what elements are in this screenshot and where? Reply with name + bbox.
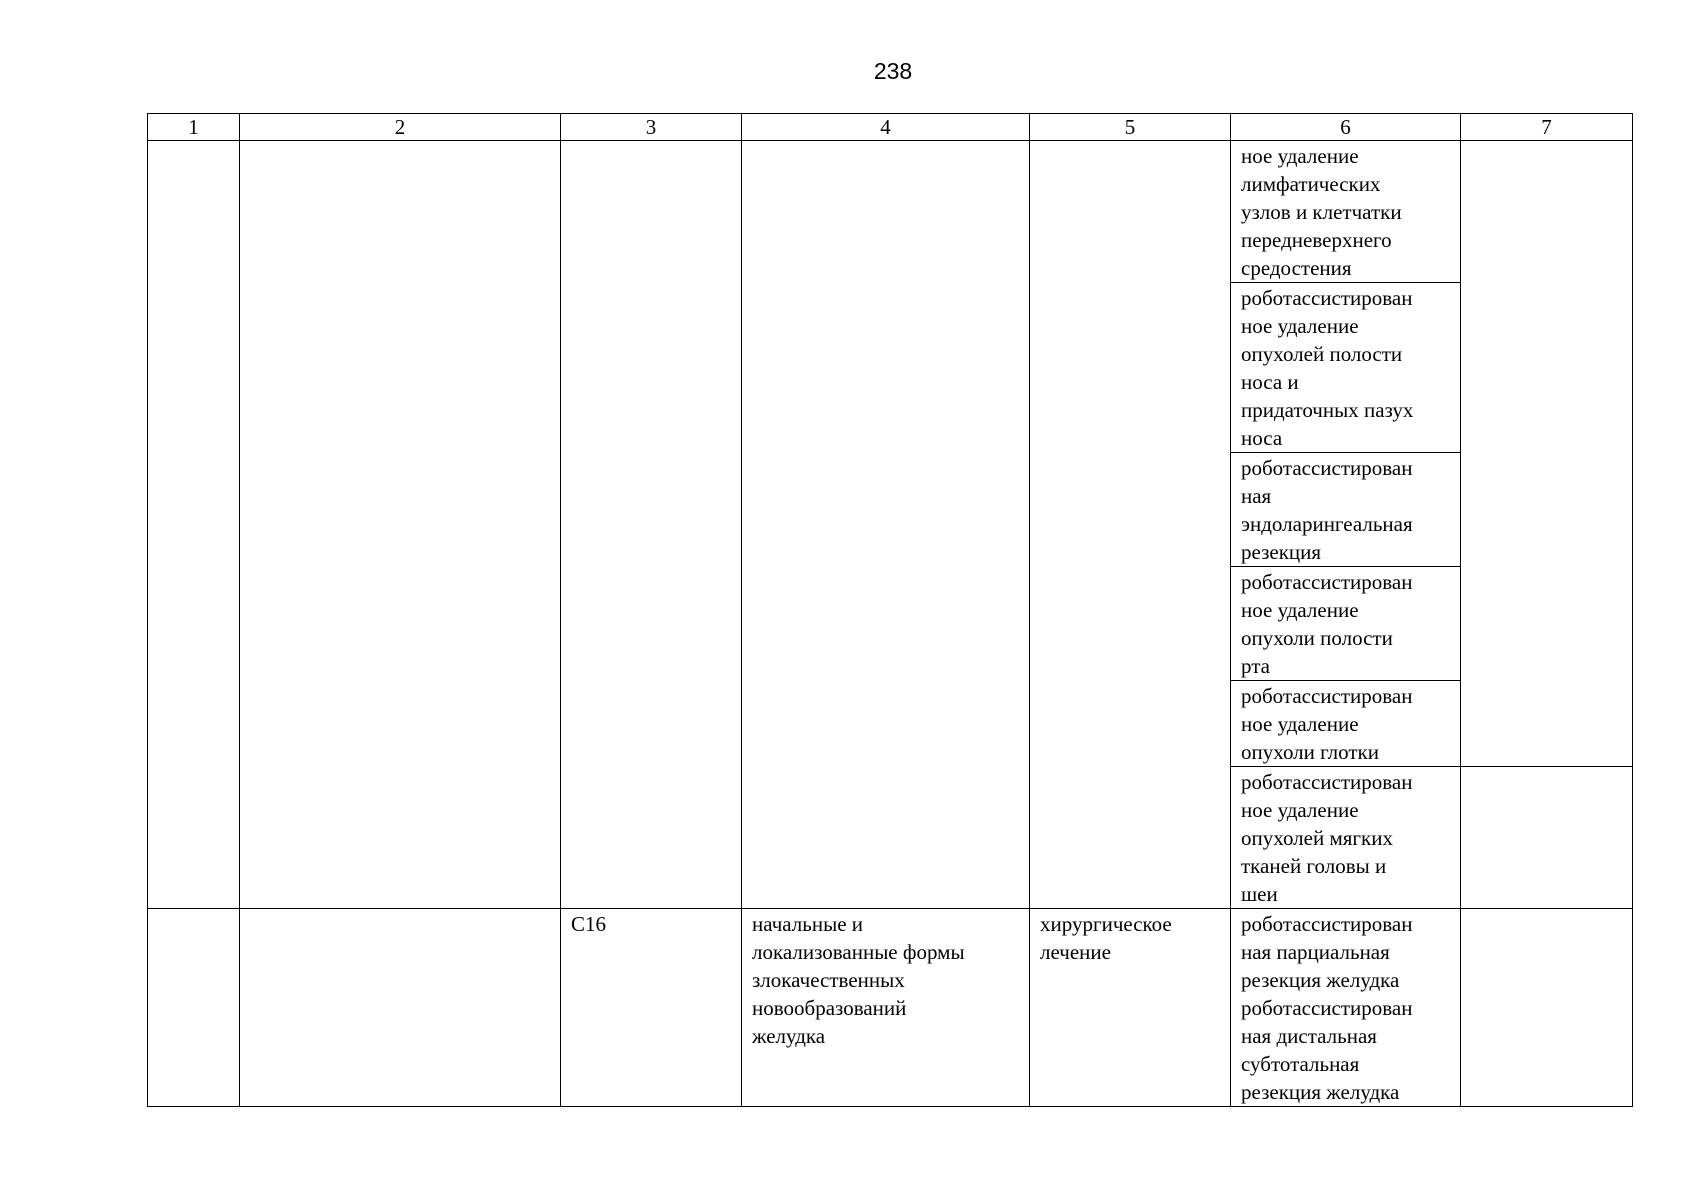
table-row [148, 141, 1633, 283]
icd-code-cell [561, 909, 742, 1107]
row1b-col7-cell [1461, 767, 1633, 909]
row2-col7-cell [1461, 909, 1633, 1107]
method-cell [1231, 681, 1461, 767]
method-cell [1231, 453, 1461, 567]
row1-col2-cell [240, 141, 561, 909]
method-cell [1231, 909, 1461, 1107]
row2-col1-cell [148, 909, 240, 1107]
column-header-2: 2 [240, 114, 561, 141]
method-cell [1231, 283, 1461, 453]
treatment-type-text: хирургическое лечение [1040, 912, 1172, 964]
method-text: ное удаление лимфатических узлов и клетчатки передневерхнего средостения [1241, 144, 1402, 280]
column-header-4: 4 [742, 114, 1030, 141]
column-header-6: 6 [1231, 114, 1461, 141]
column-header-5: 5 [1030, 114, 1231, 141]
row1-col7-cell [1461, 141, 1633, 767]
method-text: роботассистирован ное удаление опухоли глотки [1241, 684, 1413, 764]
column-header-7: 7 [1461, 114, 1633, 141]
column-header-3: 3 [561, 114, 742, 141]
diagnosis-text: начальные и локализованные формы злокачественных новообразований желудка [752, 912, 965, 1048]
row1-col5-cell [1030, 141, 1231, 909]
row1-col3-cell [561, 141, 742, 909]
method-text: роботассистирован ная эндоларингеальная резекция [1241, 456, 1413, 564]
method-text: роботассистирован ное удаление опухолей мягких тканей головы и шеи [1241, 770, 1413, 906]
procedures-table [147, 113, 1633, 1107]
method-cell [1231, 141, 1461, 283]
table-row [148, 909, 1633, 1107]
diagnosis-cell [742, 909, 1030, 1107]
method-text: роботассистирован ное удаление опухоли полости рта [1241, 570, 1413, 678]
page-number: 238 [873, 58, 913, 84]
treatment-type-cell [1030, 909, 1231, 1107]
header-row [148, 114, 1633, 141]
icd-code: C16 [571, 912, 607, 936]
row1-col1-cell [148, 141, 240, 909]
method-text: роботассистирован ная парциальная резекция желудка роботассистирован ная дистальная субтотальная резекция желудка [1241, 912, 1413, 1104]
method-cell [1231, 767, 1461, 909]
row1-col4-cell [742, 141, 1030, 909]
method-text: роботассистирован ное удаление опухолей полости носа и придаточных пазух носа [1241, 286, 1414, 450]
column-header-1: 1 [148, 114, 240, 141]
method-cell [1231, 567, 1461, 681]
row2-col2-cell [240, 909, 561, 1107]
